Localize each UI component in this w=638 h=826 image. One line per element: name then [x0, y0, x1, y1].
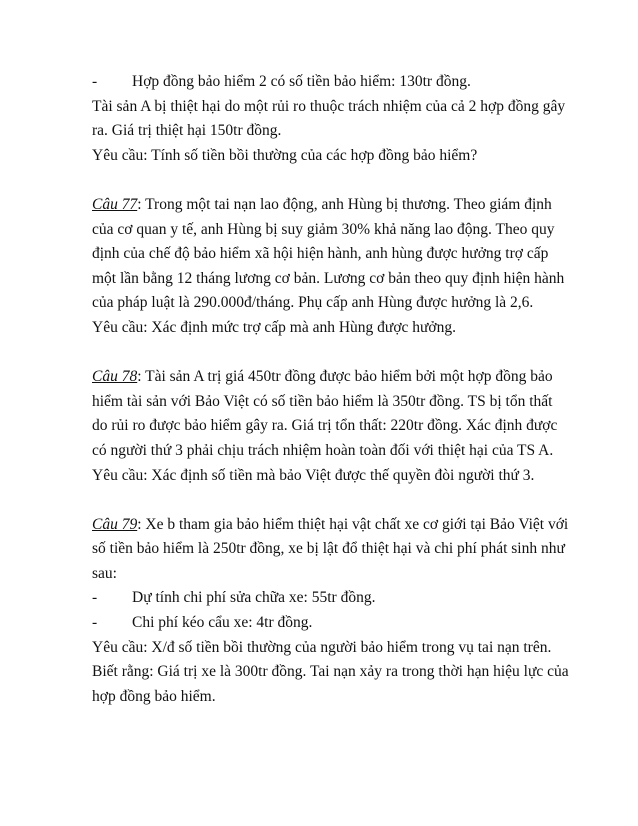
question-79-line: sau:: [92, 564, 117, 582]
list-dash: -: [92, 73, 98, 90]
question-77-first-text: : Trong một tai nạn lao động, anh Hùng bị thương. Theo giám định: [137, 195, 552, 213]
question-79-line: Biết rằng: Giá trị xe là 300tr đồng. Tai nạn xảy ra trong thời hạn hiệu lực của: [92, 663, 569, 681]
question-78-first-text: : Tài sản A trị giá 450tr đồng được bảo hiểm bởi một hợp đồng bảo: [137, 368, 553, 386]
question-79-first-line: [92, 513, 569, 538]
question-79-first-text: : Xe b tham gia bảo hiểm thiệt hại vật chất xe cơ giới tại Bảo Việt với: [137, 515, 569, 533]
paragraph-gap: [92, 488, 562, 513]
question-78-line: có người thứ 3 phải chịu trách nhiệm hoàn toàn đối với thiệt hại của TS A.: [92, 441, 554, 459]
cost-item: [92, 586, 562, 611]
question-77-first-line: [92, 193, 562, 218]
question-78-line: do rủi ro được bảo hiểm gây ra. Giá trị tổn thất: 220tr đồng. Xác định được: [92, 417, 558, 435]
question-78-label: Câu 78: [92, 368, 138, 386]
question-77-label: Câu 77: [92, 195, 138, 213]
question-77-line: Yêu cầu: Xác định mức trợ cấp mà anh Hùng được hưởng.: [92, 318, 456, 336]
question-77-line: của cơ quan y tế, anh Hùng bị suy giảm 30% khả năng lao động. Theo quy: [92, 220, 555, 238]
intro-line: Tài sản A bị thiệt hại do một rủi ro thuộc trách nhiệm của cả 2 hợp đồng gây: [92, 97, 566, 115]
question-79-line: số tiền bảo hiểm là 250tr đồng, xe bị lật đổ thiệt hại và chi phí phát sinh như: [92, 540, 565, 558]
contract-2-text: Hợp đồng bảo hiểm 2 có số tiền bảo hiểm: 130tr đồng.: [132, 73, 471, 90]
paragraph-gap: [92, 341, 562, 366]
cost-item-text: Dự tính chi phí sửa chữa xe: 55tr đồng.: [132, 589, 376, 607]
question-78-first-line: [92, 365, 562, 390]
cost-item-text: Chi phí kéo cẩu xe: 4tr đồng.: [132, 614, 313, 632]
question-78-line: Yêu cầu: Xác định số tiền mà bảo Việt được thế quyền đòi người thứ 3.: [92, 466, 535, 484]
question-79-line: Yêu cầu: X/đ số tiền bồi thường của người bảo hiểm trong vụ tai nạn trên.: [92, 638, 552, 656]
question-77-line: định của chế độ bảo hiểm xã hội hiện hành, anh hùng được hưởng trợ cấp: [92, 245, 549, 263]
intro-line: Yêu cầu: Tính số tiền bồi thường của các hợp đồng bảo hiểm?: [92, 146, 478, 164]
document-body: [92, 70, 569, 709]
list-dash: -: [92, 589, 98, 607]
paragraph-gap: [92, 168, 562, 193]
contract-2-item: [92, 70, 562, 95]
intro-line: ra. Giá trị thiệt hại 150tr đồng.: [92, 122, 282, 140]
list-dash: -: [92, 614, 98, 632]
question-79-label: Câu 79: [92, 515, 138, 533]
question-77-line: một lần bằng 12 tháng lương cơ bản. Lương cơ bản theo quy định hiện hành: [92, 269, 565, 287]
question-77-line: của pháp luật là 290.000đ/tháng. Phụ cấp anh Hùng được hưởng là 2,6.: [92, 294, 534, 312]
cost-item: [92, 611, 562, 636]
question-78-line: hiểm tài sản với Bảo Việt có số tiền bảo hiểm là 350tr đồng. TS bị tổn thất: [92, 392, 553, 410]
question-79-line: hợp đồng bảo hiểm.: [92, 687, 216, 705]
